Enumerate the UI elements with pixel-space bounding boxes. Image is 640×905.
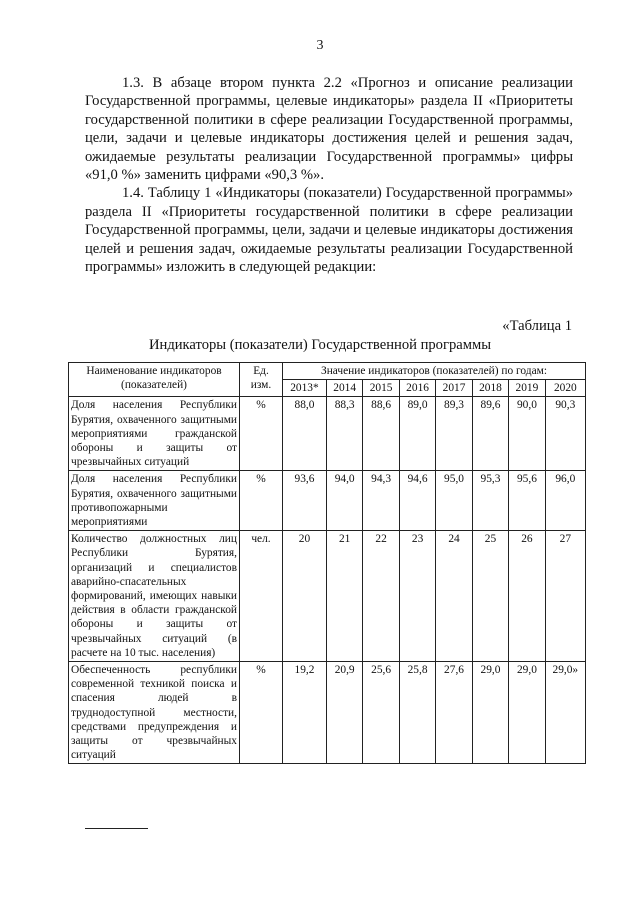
header-year: 2015 <box>363 380 399 397</box>
indicator-value: 21 <box>326 531 362 662</box>
indicator-value: 25,6 <box>363 662 399 764</box>
table-row <box>69 662 586 764</box>
indicator-value: 95,0 <box>436 471 472 531</box>
indicator-value: 88,3 <box>326 397 362 471</box>
footnote-separator <box>85 828 148 829</box>
indicator-value: 20,9 <box>326 662 362 764</box>
table-row <box>69 471 586 531</box>
header-year: 2013* <box>283 380 327 397</box>
indicator-value: 89,3 <box>436 397 472 471</box>
indicator-value: 94,6 <box>399 471 435 531</box>
indicator-value: 90,0 <box>509 397 545 471</box>
indicator-value: 29,0» <box>545 662 585 764</box>
page-number: 3 <box>316 38 324 53</box>
indicator-unit: % <box>240 662 283 764</box>
body-text <box>85 74 573 276</box>
indicators-table <box>68 362 586 764</box>
indicator-value: 94,3 <box>363 471 399 531</box>
header-year: 2014 <box>326 380 362 397</box>
indicator-value: 23 <box>399 531 435 662</box>
header-values: Значение индикаторов (показателей) по годам: <box>283 363 586 380</box>
table-row <box>69 531 586 662</box>
header-year: 2018 <box>472 380 508 397</box>
indicator-name: Доля населения Республики Бурятия, охваченного защитными противопожарными мероприятиями <box>69 471 240 531</box>
header-year: 2016 <box>399 380 435 397</box>
indicator-value: 94,0 <box>326 471 362 531</box>
indicator-value: 29,0 <box>509 662 545 764</box>
indicator-unit: % <box>240 397 283 471</box>
table-title: Индикаторы (показатели) Государственной программы <box>148 337 492 353</box>
paragraph-1-4: 1.4. Таблицу 1 «Индикаторы (показатели) Государственной программы» раздела II «Приоритеты государственной политики в сфере реализации Государственной программы, цели, задачи и целевые индикаторы достижения целей и решения задач, ожидаемые результаты реализации Государственной программы» изложить в следующей редакции: <box>85 185 573 276</box>
indicator-name: Количество должностных лиц Республики Бурятия, организаций и специалистов аварийно-спасательных формирований, имеющих навыки действия в области гражданской обороны и защиты от чрезвычайных ситуаций (в расчете на 10 тыс. населения) <box>69 531 240 662</box>
indicator-value: 22 <box>363 531 399 662</box>
indicator-value: 96,0 <box>545 471 585 531</box>
indicator-value: 27 <box>545 531 585 662</box>
indicator-name: Обеспеченность республики современной техникой поиска и спасения людей в труднодоступной местности, средствами предупреждения и защиты от чрезвычайных ситуаций <box>69 662 240 764</box>
table-label: «Таблица 1 <box>502 318 572 334</box>
indicator-value: 27,6 <box>436 662 472 764</box>
table-header-row <box>69 363 586 380</box>
indicator-value: 90,3 <box>545 397 585 471</box>
indicator-value: 93,6 <box>283 471 327 531</box>
header-indicator-name: Наименование индикаторов (показателей) <box>69 363 240 397</box>
header-year: 2017 <box>436 380 472 397</box>
indicator-value: 19,2 <box>283 662 327 764</box>
paragraph-1-3: 1.3. В абзаце втором пункта 2.2 «Прогноз и описание реализации Государственной программы, целевые индикаторы» раздела II «Приоритеты государственной политики в сфере реализации Государственной программы, цели, задачи и целевые индикаторы достижения целей и решения задач, ожидаемые результаты реализации Государственной программы» цифры «91,0 %» заменить цифрами «90,3 %». <box>85 75 573 184</box>
indicator-value: 25 <box>472 531 508 662</box>
indicator-value: 29,0 <box>472 662 508 764</box>
indicator-value: 95,6 <box>509 471 545 531</box>
indicator-value: 88,0 <box>283 397 327 471</box>
indicator-name: Доля населения Республики Бурятия, охваченного защитными мероприятиями гражданской обороны и защиты от чрезвычайных ситуаций <box>69 397 240 471</box>
indicator-value: 26 <box>509 531 545 662</box>
header-year: 2019 <box>509 380 545 397</box>
indicator-value: 25,8 <box>399 662 435 764</box>
table-row <box>69 397 586 471</box>
header-year: 2020 <box>545 380 585 397</box>
indicator-value: 20 <box>283 531 327 662</box>
indicator-value: 95,3 <box>472 471 508 531</box>
indicator-unit: % <box>240 471 283 531</box>
indicator-value: 89,6 <box>472 397 508 471</box>
indicator-value: 24 <box>436 531 472 662</box>
header-unit: Ед. изм. <box>240 363 283 397</box>
indicator-value: 88,6 <box>363 397 399 471</box>
indicator-unit: чел. <box>240 531 283 662</box>
indicator-value: 89,0 <box>399 397 435 471</box>
